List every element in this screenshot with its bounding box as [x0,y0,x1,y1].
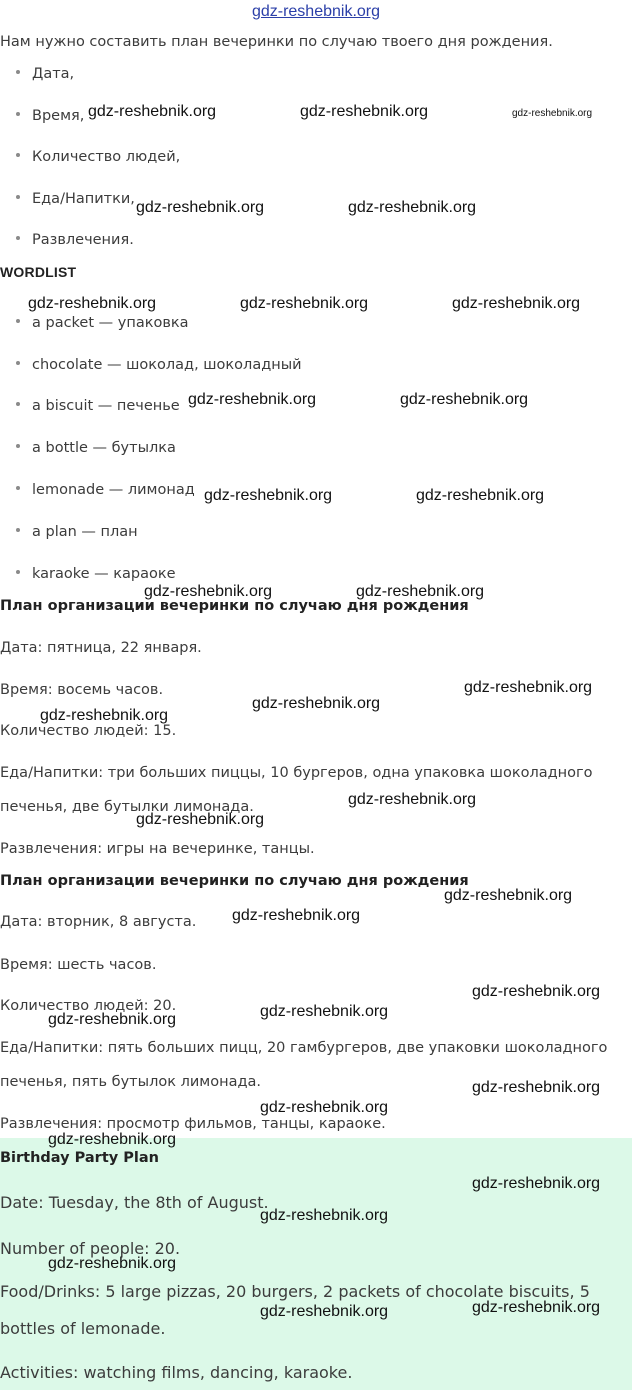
watermark: gdz-reshebnik.org [232,907,361,924]
plan2-food-line1: Еда/Напитки: пять больших пицц, 20 гамбургеров, две упаковки шоколадного [0,1040,608,1056]
wordlist-item-label: chocolate — шоколад, шоколадный [32,357,302,373]
watermark: gdz-reshebnik.org [512,108,593,119]
intro-item-people [16,148,180,166]
plan1-activities: Развлечения: игры на вечеринке, танцы. [0,841,315,857]
watermark: gdz-reshebnik.org [136,811,265,828]
plan1-people: Количество людей: 15. [0,723,177,739]
watermark: gdz-reshebnik.org [240,295,369,312]
watermark: gdz-reshebnik.org [48,1255,177,1272]
wordlist-item-label: lemonade — лимонад [32,482,195,498]
watermark: gdz-reshebnik.org [48,1011,177,1028]
answer-food-line2: bottles of lemonade. [0,1319,166,1338]
watermark: gdz-reshebnik.org [144,583,273,600]
answer-people: Number of people: 20. [0,1239,181,1258]
bullet-icon [16,361,20,365]
answer-heading: Birthday Party Plan [0,1150,159,1166]
plan1-food-line1: Еда/Напитки: три больших пиццы, 10 бургеров, одна упаковка шоколадного [0,765,593,781]
watermark: gdz-reshebnik.org [348,791,477,808]
watermark: gdz-reshebnik.org [444,887,573,904]
watermark: gdz-reshebnik.org [260,1207,389,1224]
answer-activities: Activities: watching films, dancing, karaoke. [0,1363,353,1382]
wordlist-item [16,314,189,332]
bullet-icon [16,236,20,240]
watermark: gdz-reshebnik.org [400,391,529,408]
watermark: gdz-reshebnik.org [472,1079,601,1096]
plan2-people: Количество людей: 20. [0,998,177,1014]
watermark: gdz-reshebnik.org [188,391,317,408]
bullet-icon [16,112,20,116]
plan2-activities: Развлечения: просмотр фильмов, танцы, караоке. [0,1116,386,1132]
watermark: gdz-reshebnik.org [472,1175,601,1192]
site-title-link[interactable]: gdz-reshebnik.org [251,3,381,20]
watermark: gdz-reshebnik.org [452,295,581,312]
plan1-date: Дата: пятница, 22 января. [0,640,202,656]
watermark: gdz-reshebnik.org [136,199,265,216]
watermark: gdz-reshebnik.org [348,199,477,216]
watermark: gdz-reshebnik.org [48,1131,177,1148]
watermark: gdz-reshebnik.org [464,679,593,696]
watermark: gdz-reshebnik.org [40,707,169,724]
bullet-icon [16,319,20,323]
watermark: gdz-reshebnik.org [300,103,429,120]
intro-text: Нам нужно составить план вечеринки по случаю твоего дня рождения. [0,34,553,50]
wordlist-item-label: a plan — план [32,524,138,540]
watermark: gdz-reshebnik.org [28,295,157,312]
watermark: gdz-reshebnik.org [260,1003,389,1020]
intro-item-label: Еда/Напитки, [32,191,135,207]
bullet-icon [16,195,20,199]
wordlist-item [16,481,195,499]
intro-item-activities [16,231,134,249]
wordlist-item [16,523,138,541]
bullet-icon [16,570,20,574]
watermark: gdz-reshebnik.org [260,1303,389,1320]
wordlist-item [16,439,176,457]
intro-item-label: Время, [32,108,85,124]
wordlist-item [16,397,180,415]
wordlist-item-label: a packet — упаковка [32,315,189,331]
watermark: gdz-reshebnik.org [252,695,381,712]
watermark: gdz-reshebnik.org [356,583,485,600]
intro-item-food [16,190,135,208]
wordlist-heading: WORDLIST [0,264,77,280]
bullet-icon [16,528,20,532]
watermark: gdz-reshebnik.org [260,1099,389,1116]
bullet-icon [16,70,20,74]
watermark: gdz-reshebnik.org [472,983,601,1000]
wordlist-item [16,565,176,583]
intro-item-time [16,107,84,125]
watermark: gdz-reshebnik.org [472,1299,601,1316]
intro-item-label: Количество людей, [32,149,181,165]
intro-item-label: Развлечения. [32,232,134,248]
plan1-heading: План организации вечеринки по случаю дня рождения [0,598,469,614]
bullet-icon [16,486,20,490]
wordlist-item-label: karaoke — караоке [32,566,176,582]
plan1-food-line2: печенья, две бутылки лимонада. [0,799,254,815]
intro-item-date [16,65,74,83]
wordlist-item-label: a biscuit — печенье [32,398,180,414]
wordlist-item-label: a bottle — бутылка [32,440,176,456]
wordlist-item [16,356,302,374]
bullet-icon [16,153,20,157]
plan1-time: Время: восемь часов. [0,682,164,698]
watermark: gdz-reshebnik.org [416,487,545,504]
answer-date: Date: Tuesday, the 8th of August. [0,1193,269,1212]
plan2-time: Время: шесть часов. [0,957,157,973]
bullet-icon [16,402,20,406]
intro-item-label: Дата, [32,66,75,82]
answer-food-line1: Food/Drinks: 5 large pizzas, 20 burgers, 2 packets of chocolate biscuits, 5 [0,1282,590,1301]
plan2-heading: План организации вечеринки по случаю дня рождения [0,873,469,889]
plan2-date: Дата: вторник, 8 августа. [0,914,197,930]
bullet-icon [16,444,20,448]
watermark: gdz-reshebnik.org [204,487,333,504]
watermark: gdz-reshebnik.org [88,103,217,120]
plan2-food-line2: печенья, пять бутылок лимонада. [0,1074,261,1090]
